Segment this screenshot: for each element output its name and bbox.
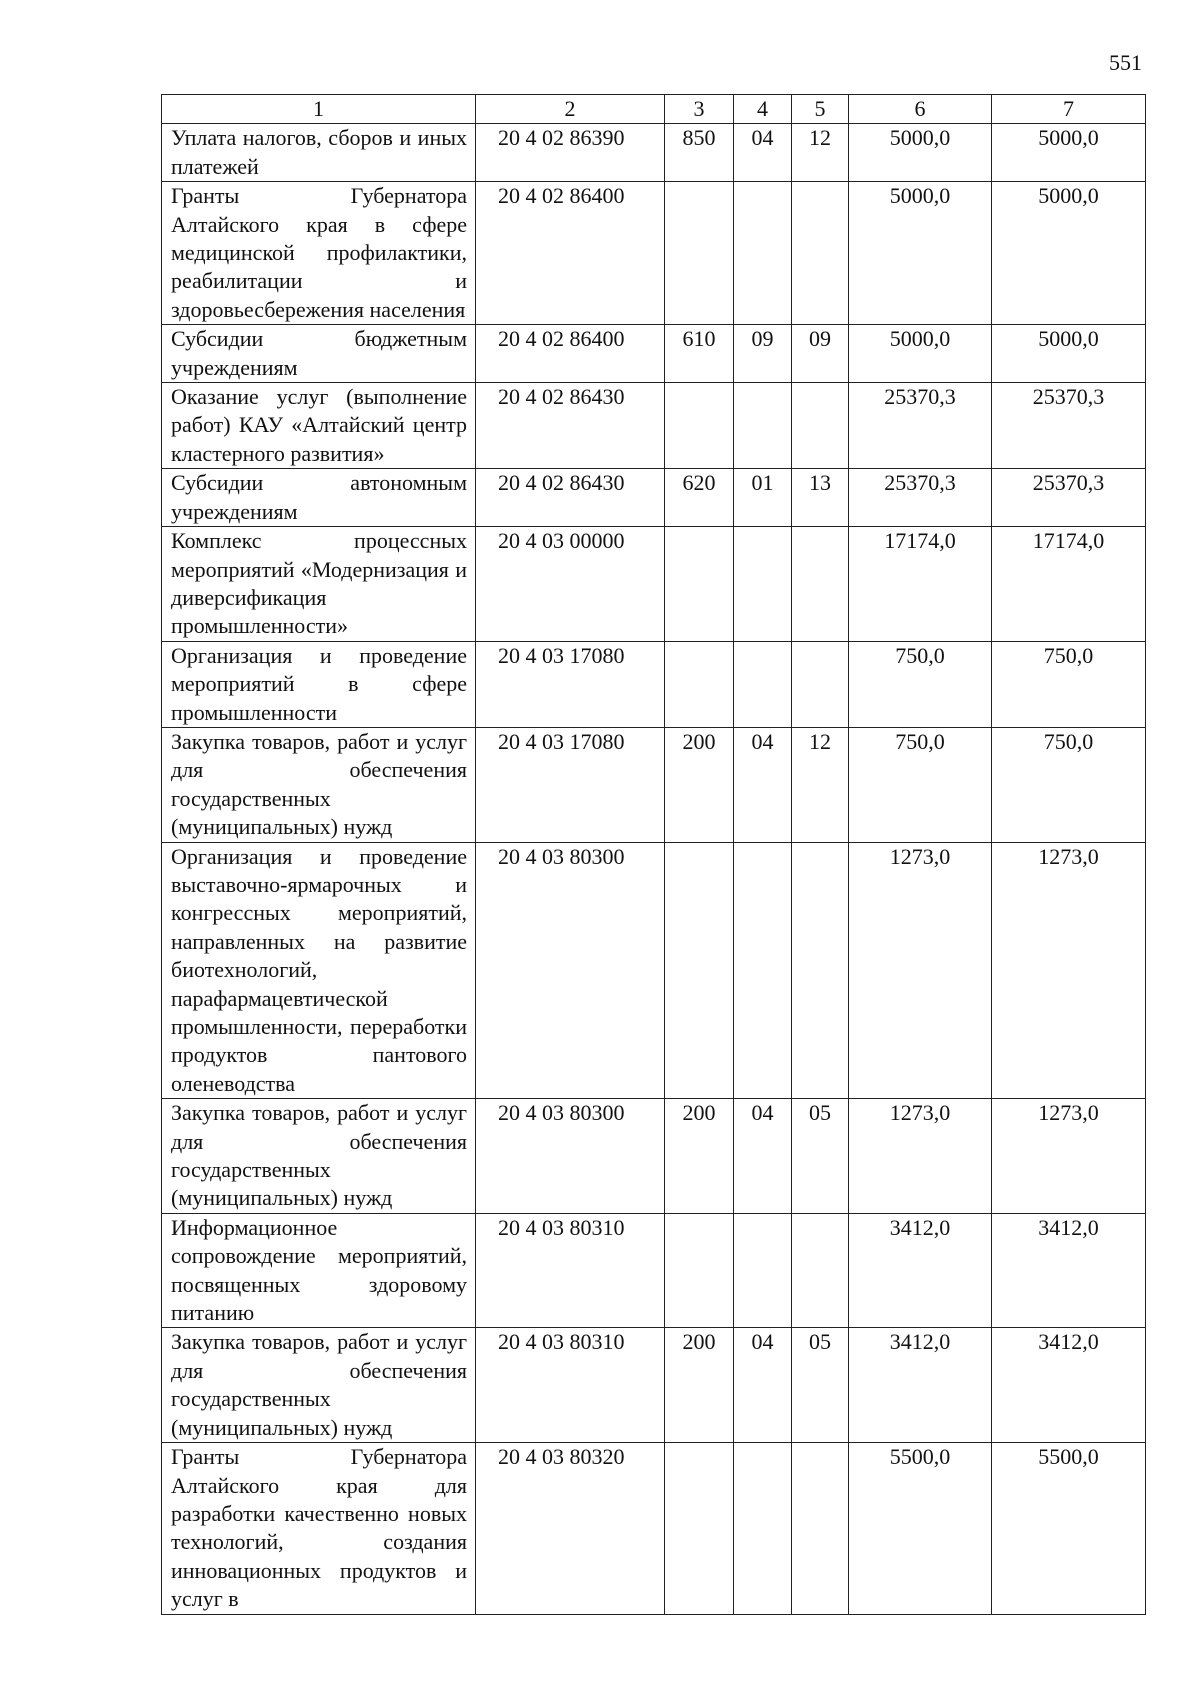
- row-expense-type-cell: 850: [665, 124, 734, 182]
- row-subsection-cell: [792, 383, 849, 469]
- row-code-cell: 20 4 03 17080: [476, 641, 665, 727]
- row-name-cell: Организация и проведение мероприятий в сфере промышленности: [162, 641, 476, 727]
- row-expense-type-cell: 200: [665, 727, 734, 842]
- row-section-cell: [734, 842, 792, 1099]
- row-amount-1-cell: 3412,0: [849, 1328, 992, 1443]
- row-code-cell: 20 4 02 86430: [476, 383, 665, 469]
- row-expense-type-cell: [665, 1213, 734, 1328]
- table-header-row: [162, 95, 1146, 124]
- row-code-cell: 20 4 03 80320: [476, 1443, 665, 1614]
- table-row: [162, 124, 1146, 182]
- table-row: [162, 641, 1146, 727]
- table-row: [162, 182, 1146, 325]
- row-amount-1-cell: 17174,0: [849, 527, 992, 642]
- table-row: [162, 727, 1146, 842]
- row-subsection-cell: 09: [792, 325, 849, 383]
- table-row: [162, 1328, 1146, 1443]
- row-amount-2-cell: 25370,3: [992, 469, 1146, 527]
- row-expense-type-cell: [665, 527, 734, 642]
- row-amount-1-cell: 750,0: [849, 727, 992, 842]
- row-amount-1-cell: 1273,0: [849, 842, 992, 1099]
- row-amount-2-cell: 1273,0: [992, 842, 1146, 1099]
- row-section-cell: 01: [734, 469, 792, 527]
- row-section-cell: [734, 1213, 792, 1328]
- row-amount-2-cell: 1273,0: [992, 1099, 1146, 1214]
- row-subsection-cell: [792, 182, 849, 325]
- row-subsection-cell: [792, 1443, 849, 1614]
- row-amount-2-cell: 5000,0: [992, 325, 1146, 383]
- row-subsection-cell: [792, 1213, 849, 1328]
- table-row: [162, 842, 1146, 1099]
- table-row: [162, 527, 1146, 642]
- row-amount-2-cell: 3412,0: [992, 1213, 1146, 1328]
- table-row: [162, 383, 1146, 469]
- row-section-cell: 04: [734, 1099, 792, 1214]
- column-header-1: 1: [162, 95, 476, 124]
- row-amount-1-cell: 3412,0: [849, 1213, 992, 1328]
- row-section-cell: 04: [734, 124, 792, 182]
- row-code-cell: 20 4 02 86430: [476, 469, 665, 527]
- row-name-cell: Гранты Губернатора Алтайского края для разработки качественно новых технологий, создания инновационных продуктов и услуг в: [162, 1443, 476, 1614]
- row-name-cell: Комплекс процессных мероприятий «Модернизация и диверсификация промышленности»: [162, 527, 476, 642]
- column-header-7: 7: [992, 95, 1146, 124]
- row-expense-type-cell: 200: [665, 1099, 734, 1214]
- row-subsection-cell: 05: [792, 1099, 849, 1214]
- column-header-2: 2: [476, 95, 665, 124]
- row-amount-1-cell: 5000,0: [849, 325, 992, 383]
- row-amount-2-cell: 25370,3: [992, 383, 1146, 469]
- row-amount-1-cell: 750,0: [849, 641, 992, 727]
- row-subsection-cell: [792, 842, 849, 1099]
- page-number: 551: [1109, 50, 1142, 75]
- row-subsection-cell: 13: [792, 469, 849, 527]
- row-section-cell: 09: [734, 325, 792, 383]
- row-subsection-cell: 12: [792, 124, 849, 182]
- table-body: [162, 124, 1146, 1614]
- row-amount-2-cell: 5000,0: [992, 182, 1146, 325]
- table-row: [162, 1099, 1146, 1214]
- row-expense-type-cell: 610: [665, 325, 734, 383]
- row-section-cell: [734, 182, 792, 325]
- row-section-cell: [734, 527, 792, 642]
- row-code-cell: 20 4 02 86400: [476, 182, 665, 325]
- row-amount-1-cell: 25370,3: [849, 469, 992, 527]
- row-amount-2-cell: 750,0: [992, 727, 1146, 842]
- table-row: [162, 1213, 1146, 1328]
- row-code-cell: 20 4 03 80310: [476, 1328, 665, 1443]
- row-code-cell: 20 4 03 80310: [476, 1213, 665, 1328]
- row-expense-type-cell: [665, 641, 734, 727]
- row-expense-type-cell: [665, 383, 734, 469]
- row-name-cell: Субсидии автономным учреждениям: [162, 469, 476, 527]
- row-name-cell: Субсидии бюджетным учреждениям: [162, 325, 476, 383]
- row-amount-2-cell: 5500,0: [992, 1443, 1146, 1614]
- row-amount-1-cell: 5000,0: [849, 124, 992, 182]
- row-section-cell: 04: [734, 1328, 792, 1443]
- row-subsection-cell: 05: [792, 1328, 849, 1443]
- row-subsection-cell: 12: [792, 727, 849, 842]
- row-subsection-cell: [792, 527, 849, 642]
- row-name-cell: Закупка товаров, работ и услуг для обеспечения государственных (муниципальных) нужд: [162, 1328, 476, 1443]
- row-code-cell: 20 4 02 86400: [476, 325, 665, 383]
- row-code-cell: 20 4 02 86390: [476, 124, 665, 182]
- row-code-cell: 20 4 03 17080: [476, 727, 665, 842]
- row-expense-type-cell: [665, 1443, 734, 1614]
- column-header-4: 4: [734, 95, 792, 124]
- row-amount-2-cell: 3412,0: [992, 1328, 1146, 1443]
- row-amount-2-cell: 5000,0: [992, 124, 1146, 182]
- row-section-cell: [734, 383, 792, 469]
- row-code-cell: 20 4 03 80300: [476, 842, 665, 1099]
- row-name-cell: Гранты Губернатора Алтайского края в сфере медицинской профилактики, реабилитации и здоровьесбережения населения: [162, 182, 476, 325]
- row-expense-type-cell: 200: [665, 1328, 734, 1443]
- row-name-cell: Оказание услуг (выполнение работ) КАУ «Алтайский центр кластерного развития»: [162, 383, 476, 469]
- column-header-3: 3: [665, 95, 734, 124]
- row-section-cell: 04: [734, 727, 792, 842]
- row-name-cell: Закупка товаров, работ и услуг для обеспечения государственных (муниципальных) нужд: [162, 1099, 476, 1214]
- row-amount-1-cell: 5000,0: [849, 182, 992, 325]
- row-expense-type-cell: [665, 182, 734, 325]
- table-row: [162, 325, 1146, 383]
- row-expense-type-cell: 620: [665, 469, 734, 527]
- column-header-6: 6: [849, 95, 992, 124]
- row-code-cell: 20 4 03 00000: [476, 527, 665, 642]
- row-name-cell: Организация и проведение выставочно-ярмарочных и конгрессных мероприятий, направленных на развитие биотехнологий, парафармацевтической промышленности, переработки продуктов пантового оленеводства: [162, 842, 476, 1099]
- budget-table: [161, 94, 1146, 1615]
- column-header-5: 5: [792, 95, 849, 124]
- row-amount-1-cell: 5500,0: [849, 1443, 992, 1614]
- row-subsection-cell: [792, 641, 849, 727]
- row-amount-1-cell: 1273,0: [849, 1099, 992, 1214]
- row-amount-2-cell: 750,0: [992, 641, 1146, 727]
- row-name-cell: Информационное сопровождение мероприятий, посвященных здоровому питанию: [162, 1213, 476, 1328]
- row-amount-1-cell: 25370,3: [849, 383, 992, 469]
- row-section-cell: [734, 641, 792, 727]
- row-code-cell: 20 4 03 80300: [476, 1099, 665, 1214]
- table-row: [162, 469, 1146, 527]
- table-row: [162, 1443, 1146, 1614]
- row-section-cell: [734, 1443, 792, 1614]
- row-amount-2-cell: 17174,0: [992, 527, 1146, 642]
- row-expense-type-cell: [665, 842, 734, 1099]
- row-name-cell: Закупка товаров, работ и услуг для обеспечения государственных (муниципальных) нужд: [162, 727, 476, 842]
- row-name-cell: Уплата налогов, сборов и иных платежей: [162, 124, 476, 182]
